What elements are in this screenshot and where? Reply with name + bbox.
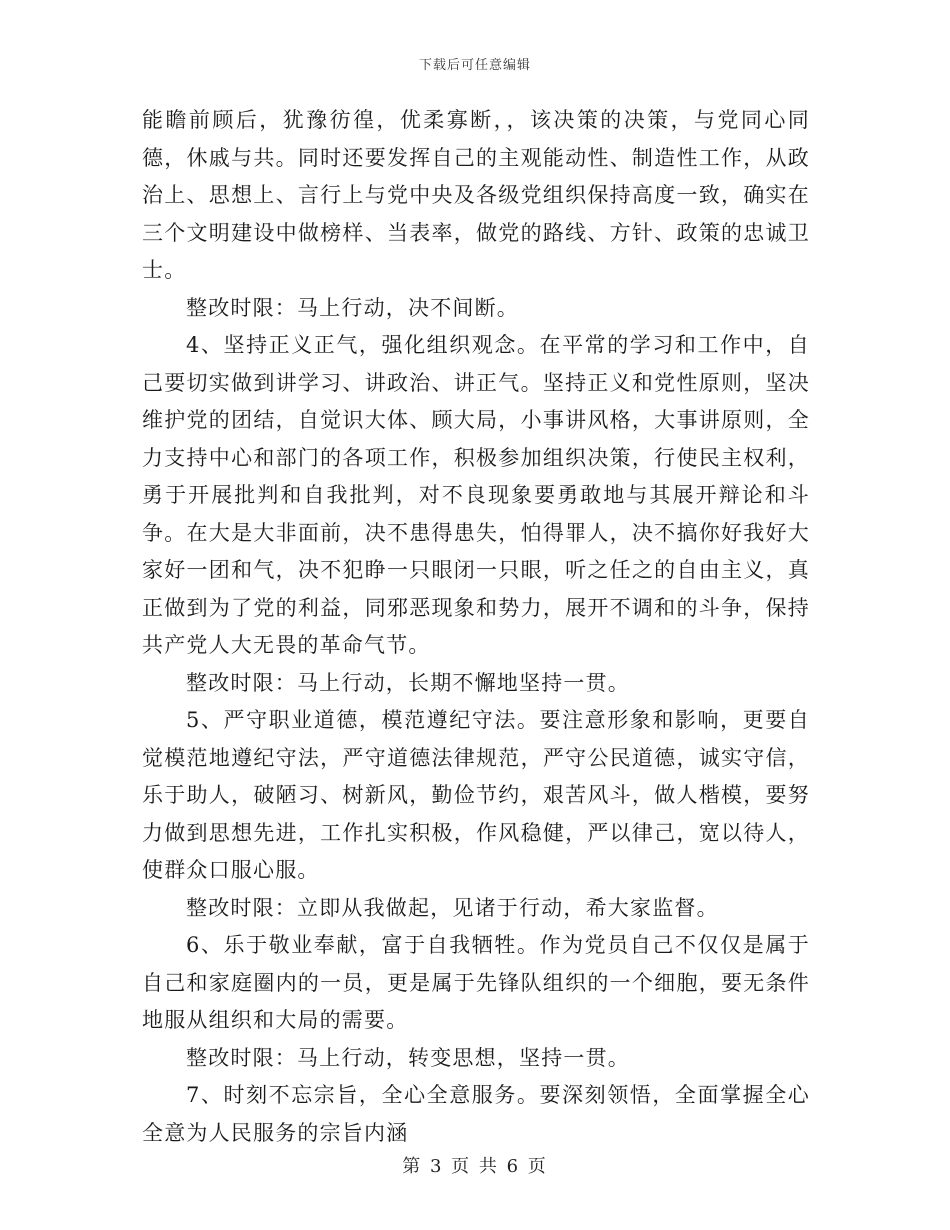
- paragraph: 整改时限：马上行动，决不间断。: [186, 295, 519, 320]
- paragraph: 7、时刻不忘宗旨，全心全意服务。要深刻领悟，全面掌握全心全意为人民服务的宗旨内涵: [142, 1083, 810, 1145]
- page-number-footer: 第 3 页 共 6 页: [402, 1156, 548, 1177]
- paragraph: 整改时限：马上行动，转变思想，坚持一贯。: [186, 1045, 630, 1070]
- paragraph: 6、乐于敬业奉献，富于自我牺牲。作为党员自己不仅仅是属于自己和家庭圈内的一员，更是属于先锋队组织的一个细胞，要无条件地服从组织和大局的需要。: [142, 933, 810, 1032]
- paragraph: 整改时限：立即从我做起，见诸于行动，希大家监督。: [186, 895, 719, 920]
- paragraph: 能瞻前顾后，犹豫彷徨，优柔寡断，，该决策的决策，与党同心同德，休戚与共。同时还要发挥自己的主观能动性、制造性工作，从政治上、思想上、言行上与党中央及各级党组织保持高度一致，确实在三个文明建设中做榜样、当表率，做党的路线、方针、政策的忠诚卫士。: [142, 108, 810, 282]
- page-header: 下载后可任意编辑: [418, 58, 531, 73]
- paragraph: 5、严守职业道德，模范遵纪守法。要注意形象和影响，更要自觉模范地遵纪守法，严守道德法律规范，严守公民道德，诚实守信，乐于助人，破陋习、树新风，勤俭节约，艰苦风斗，做人楷模，要努力做到思想先进，工作扎实积极，作风稳健，严以律己，宽以待人，使群众口服心服。: [142, 708, 810, 882]
- body-text: [142, 102, 810, 1152]
- paragraph: 4、坚持正义正气，强化组织观念。在平常的学习和工作中，自己要切实做到讲学习、讲政治、讲正气。坚持正义和党性原则，坚决维护党的团结，自觉识大体、顾大局，小事讲风格，大事讲原则，全力支持中心和部门的各项工作，积极参加组织决策，行使民主权利，勇于开展批判和自我批判，对不良现象要勇敢地与其展开辩论和斗争。在大是大非面前，决不患得患失，怕得罪人，决不搞你好我好大家好一团和气，决不犯睁一只眼闭一只眼，听之任之的自由主义，真正做到为了党的利益，同邪恶现象和势力，展开不调和的斗争，保持共产党人大无畏的革命气节。: [142, 333, 810, 657]
- paragraph: 整改时限：马上行动，长期不懈地坚持一贯。: [186, 670, 630, 695]
